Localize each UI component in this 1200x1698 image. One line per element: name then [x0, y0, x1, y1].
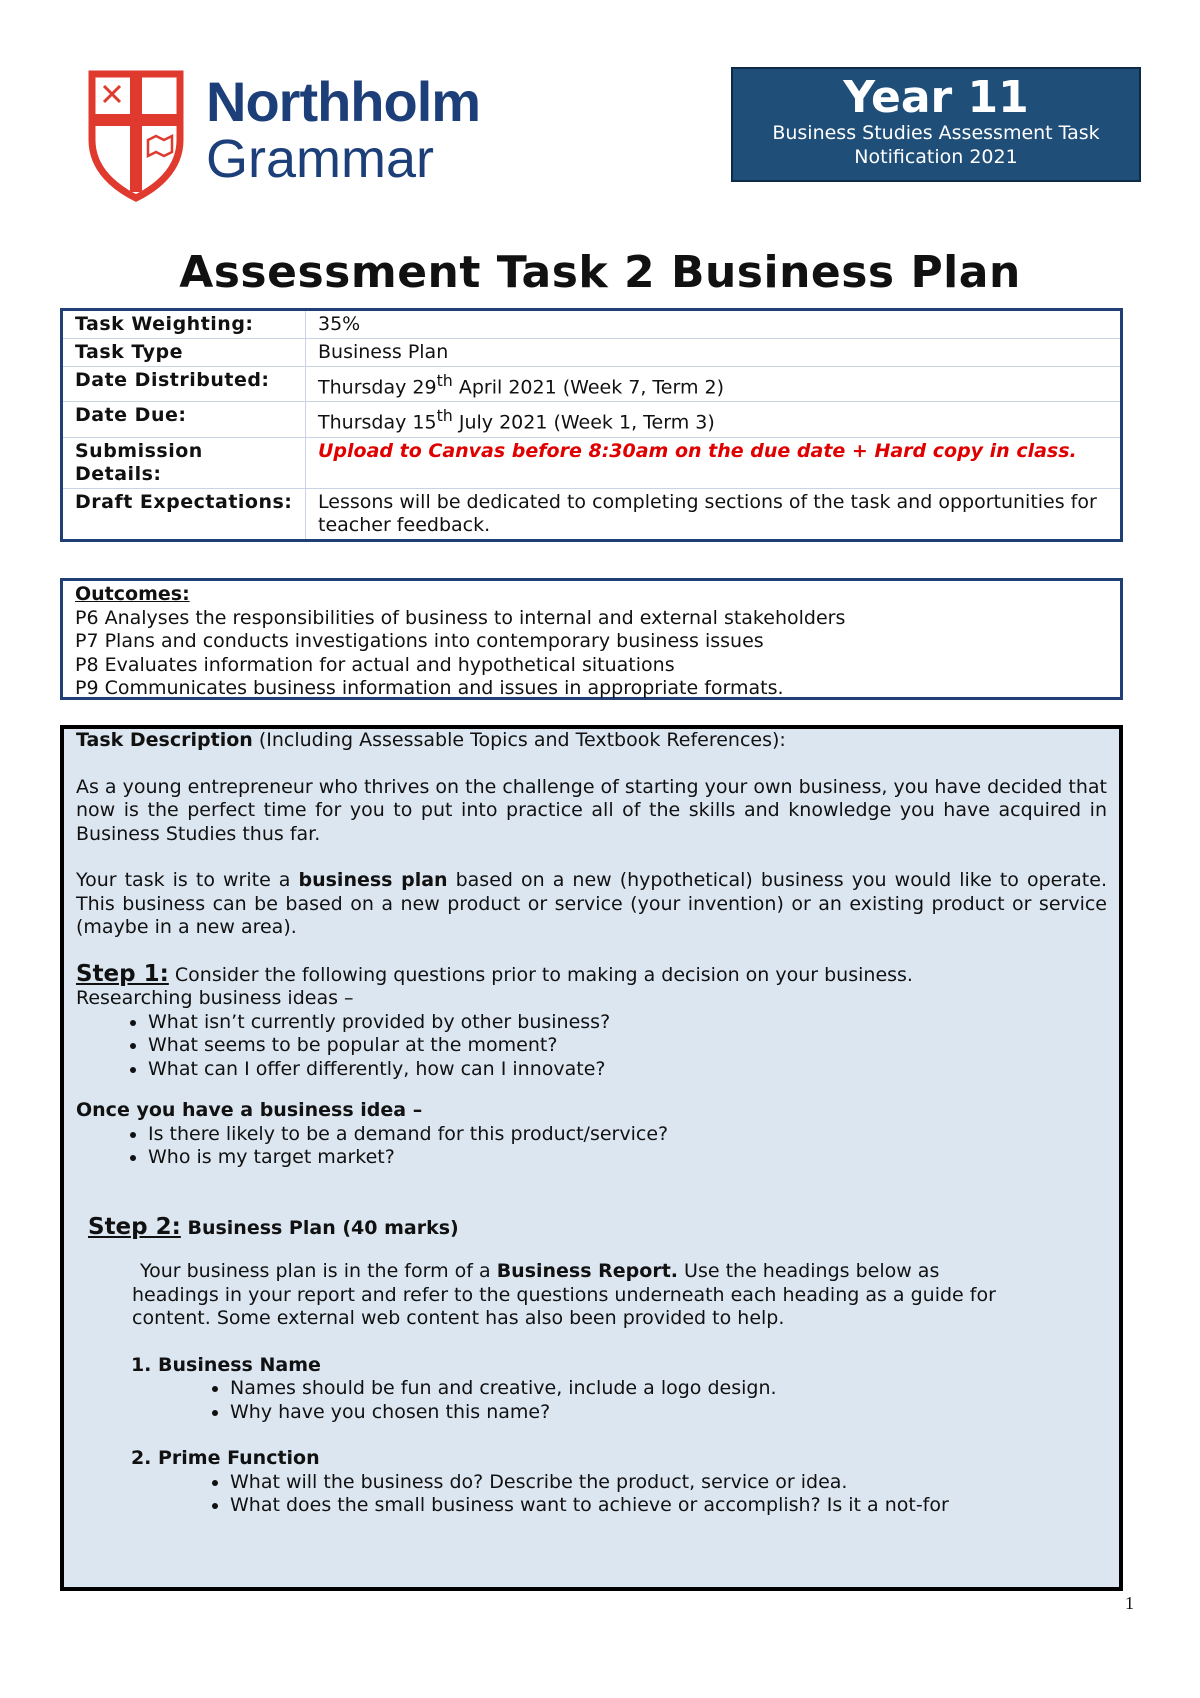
task-paragraph-c: based on a new (hypothetical) business you would like to operate. This business can be based on a new product or service (your invention) or an existing product or service (maybe in a new area).: [76, 869, 1107, 938]
list-item: • What can I offer differently, how can I innovate?: [148, 1058, 1107, 1082]
step2-paragraph-c: Use the headings below as headings in your report and refer to the questions underneath each heading as a guide for content. Some external web content has also been provided to help.: [132, 1260, 996, 1329]
school-logo: [86, 70, 546, 205]
date-distributed-sup: th: [436, 371, 453, 390]
page-number: 1: [1125, 1593, 1134, 1613]
outcome-item: P9 Communicates business information and issues in appropriate formats.: [75, 677, 784, 699]
report-sections-list: [76, 1354, 1107, 1518]
year-subtitle-line2: Notification 2021: [854, 146, 1018, 169]
task-paragraph-bold: business plan: [298, 869, 448, 891]
list-item: • What will the business do? Describe the product, service or idea.: [230, 1471, 1107, 1495]
list-item: [158, 1447, 1107, 1518]
task-description-bold: Task Description: [76, 729, 253, 751]
date-distributed-rest: April 2021 (Week 7, Term 2): [452, 376, 724, 399]
year-title: Year 11: [843, 72, 1029, 123]
logo-text-grammar: Grammar: [206, 129, 434, 189]
date-due-day: Thursday 15: [318, 411, 437, 434]
intro-paragraph: As a young entrepreneur who thrives on the challenge of starting your own business, you have decided that now is the perfect time for you to put into practice all of the skills and knowledge you have acquired in Business Studies thus far.: [76, 775, 1107, 845]
document-title: Assessment Task 2 Business Plan: [179, 247, 1021, 298]
table-row: [62, 339, 1122, 367]
step2-paragraph-a: Your business plan is in the form of a: [140, 1260, 497, 1282]
step1-label: Step 1:: [76, 960, 169, 987]
list-item: • What isn’t currently provided by other business?: [148, 1011, 1107, 1035]
researching-label: Researching business ideas –: [76, 987, 354, 1009]
date-distributed-label: Date Distributed:: [62, 367, 306, 402]
year-banner: [731, 67, 1141, 182]
list-item: • What seems to be popular at the moment?: [148, 1034, 1107, 1058]
task-paragraph-a: Your task is to write a: [76, 869, 299, 891]
step1-text: Consider the following questions prior to making a decision on your business.: [168, 963, 913, 986]
table-row: [62, 402, 1122, 437]
section-title: Prime Function: [158, 1447, 320, 1469]
outcome-item: P7 Plans and conducts investigations into contemporary business issues: [75, 630, 764, 652]
once-label: Once you have a business idea –: [76, 1099, 423, 1121]
task-description-box: [60, 725, 1123, 1591]
draft-value: Lessons will be dedicated to completing sections of the task and opportunities for teacher feedback.: [306, 488, 1122, 540]
school-crest-icon: [86, 70, 186, 202]
step2-label: Step 2:: [88, 1213, 181, 1240]
task-type-value: Business Plan: [306, 339, 1122, 367]
weighting-value: 35%: [306, 310, 1122, 339]
list-item: • Who is my target market?: [148, 1146, 1107, 1170]
date-due-rest: July 2021 (Week 1, Term 3): [452, 411, 715, 434]
list-item: [158, 1354, 1107, 1425]
table-row: [62, 310, 1122, 339]
research-list: [76, 1011, 1107, 1082]
submission-label: Submission Details:: [62, 437, 306, 488]
submission-value: Upload to Canvas before 8:30am on the due date + Hard copy in class.: [306, 437, 1122, 488]
list-item: • Is there likely to be a demand for this product/service?: [148, 1123, 1107, 1147]
date-distributed-value: [306, 367, 1122, 402]
outcome-item: P6 Analyses the responsibilities of business to internal and external stakeholders: [75, 606, 846, 629]
year-subtitle-line1: Business Studies Assessment Task: [772, 122, 1100, 145]
list-item: • Names should be fun and creative, include a logo design.: [230, 1377, 1107, 1401]
table-row: [62, 488, 1122, 540]
task-type-label: Task Type: [62, 339, 306, 367]
step1-line: [76, 960, 1107, 988]
weighting-label: Task Weighting:: [62, 310, 306, 339]
task-description-heading: [76, 729, 1107, 753]
date-distributed-day: Thursday 29: [318, 376, 437, 399]
step2-paragraph: [76, 1260, 1107, 1331]
date-due-sup: th: [436, 406, 453, 426]
list-item: • What does the small business want to achieve or accomplish? Is it a not-for: [230, 1494, 1107, 1518]
task-description-rest: (Including Assessable Topics and Textbook References):: [252, 729, 786, 751]
outcomes-box: [60, 578, 1123, 700]
idea-list: [76, 1123, 1107, 1170]
outcome-item: P8 Evaluates information for actual and hypothetical situations: [75, 653, 675, 676]
step2-paragraph-bold: Business Report.: [496, 1260, 679, 1282]
draft-label: Draft Expectations:: [62, 488, 306, 540]
table-row: [62, 437, 1122, 488]
step2-line: [76, 1213, 1107, 1241]
section-title: Business Name: [158, 1353, 321, 1376]
list-item: • Why have you chosen this name?: [230, 1401, 1107, 1425]
task-paragraph: [76, 869, 1107, 940]
logo-text-northholm: Northholm: [206, 70, 481, 133]
task-info-table: [60, 308, 1123, 542]
step2-text: Business Plan (40 marks): [180, 1216, 459, 1239]
date-due-value: [306, 402, 1122, 437]
outcomes-heading: Outcomes:: [75, 583, 190, 605]
date-due-label: Date Due:: [62, 402, 306, 437]
table-row: [62, 367, 1122, 402]
